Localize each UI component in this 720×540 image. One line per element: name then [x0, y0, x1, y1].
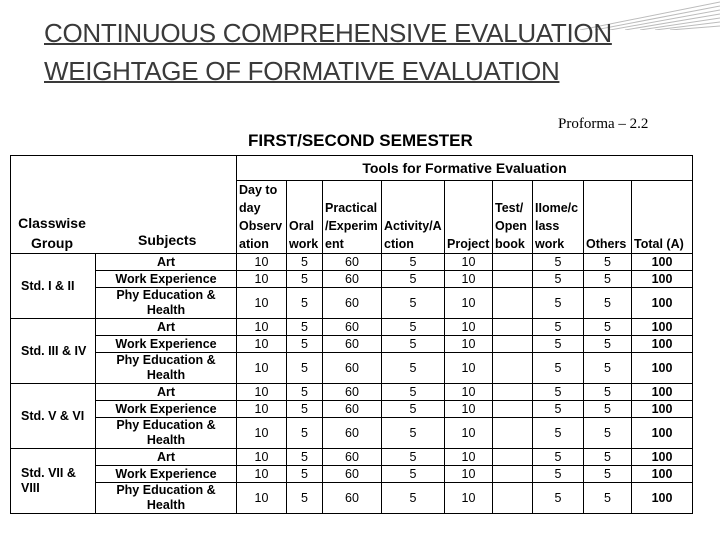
cell-activity: 5	[382, 483, 445, 514]
table-row	[11, 418, 693, 449]
cell-activity: 5	[382, 384, 445, 401]
table-row	[11, 336, 693, 353]
table-row	[11, 483, 693, 514]
col-practical: Practical /Experim ent	[323, 181, 382, 254]
cell-others: 5	[584, 254, 632, 271]
cell-oral: 5	[287, 319, 323, 336]
subjects-header: Subjects	[138, 232, 197, 248]
cell-oral: 5	[287, 401, 323, 418]
cell-oral: 5	[287, 254, 323, 271]
cell-day: 10	[237, 418, 287, 449]
cell-day: 10	[237, 288, 287, 319]
group-label: Std. VII & VIII	[11, 449, 96, 514]
cell-practical: 60	[323, 401, 382, 418]
col-project: Project	[445, 181, 493, 254]
cell-others: 5	[584, 384, 632, 401]
cell-total: 100	[632, 336, 693, 353]
cell-project: 10	[445, 254, 493, 271]
cell-test	[493, 271, 533, 288]
cell-oral: 5	[287, 353, 323, 384]
cell-project: 10	[445, 449, 493, 466]
table-row	[11, 449, 693, 466]
cell-test	[493, 384, 533, 401]
cell-activity: 5	[382, 271, 445, 288]
cell-oral: 5	[287, 466, 323, 483]
classwise-header: Classwise Group	[18, 215, 86, 251]
page-title	[44, 14, 612, 90]
cell-total: 100	[632, 401, 693, 418]
subject-cell: Art	[96, 384, 237, 401]
table-row	[11, 353, 693, 384]
subject-cell: Phy Education & Health	[96, 418, 237, 449]
table-row	[11, 271, 693, 288]
cell-day: 10	[237, 483, 287, 514]
cell-home: 5	[533, 418, 584, 449]
cell-day: 10	[237, 353, 287, 384]
cell-practical: 60	[323, 384, 382, 401]
cell-practical: 60	[323, 254, 382, 271]
cell-test	[493, 418, 533, 449]
cell-home: 5	[533, 449, 584, 466]
cell-test	[493, 319, 533, 336]
subject-cell: Work Experience	[96, 466, 237, 483]
cell-activity: 5	[382, 288, 445, 319]
cell-activity: 5	[382, 336, 445, 353]
cell-others: 5	[584, 401, 632, 418]
cell-others: 5	[584, 288, 632, 319]
cell-project: 10	[445, 401, 493, 418]
cell-total: 100	[632, 418, 693, 449]
cell-home: 5	[533, 483, 584, 514]
col-activity: Activity/A ction	[382, 181, 445, 254]
cell-day: 10	[237, 449, 287, 466]
group-label: Std. I & II	[11, 254, 96, 319]
cell-home: 5	[533, 384, 584, 401]
cell-test	[493, 401, 533, 418]
cell-activity: 5	[382, 418, 445, 449]
cell-project: 10	[445, 384, 493, 401]
cell-oral: 5	[287, 449, 323, 466]
cell-activity: 5	[382, 449, 445, 466]
col-others: Others	[584, 181, 632, 254]
cell-others: 5	[584, 466, 632, 483]
cell-oral: 5	[287, 336, 323, 353]
cell-project: 10	[445, 353, 493, 384]
cell-project: 10	[445, 483, 493, 514]
cell-project: 10	[445, 271, 493, 288]
cell-practical: 60	[323, 271, 382, 288]
subject-cell: Work Experience	[96, 271, 237, 288]
subject-cell: Art	[96, 449, 237, 466]
cell-home: 5	[533, 336, 584, 353]
cell-total: 100	[632, 483, 693, 514]
cell-day: 10	[237, 401, 287, 418]
cell-practical: 60	[323, 353, 382, 384]
cell-others: 5	[584, 449, 632, 466]
cell-day: 10	[237, 319, 287, 336]
cell-test	[493, 254, 533, 271]
cell-day: 10	[237, 254, 287, 271]
cell-total: 100	[632, 466, 693, 483]
cell-activity: 5	[382, 401, 445, 418]
tools-header: Tools for Formative Evaluation	[237, 156, 693, 181]
group-label: Std. III & IV	[11, 319, 96, 384]
table-row	[11, 384, 693, 401]
cell-day: 10	[237, 336, 287, 353]
cell-others: 5	[584, 271, 632, 288]
cell-total: 100	[632, 271, 693, 288]
cell-project: 10	[445, 319, 493, 336]
cell-others: 5	[584, 319, 632, 336]
weightage-table	[10, 155, 693, 514]
subject-cell: Phy Education & Health	[96, 483, 237, 514]
title-line-2: WEIGHTAGE OF FORMATIVE EVALUATION	[44, 56, 560, 86]
cell-home: 5	[533, 288, 584, 319]
cell-project: 10	[445, 466, 493, 483]
cell-home: 5	[533, 319, 584, 336]
cell-test	[493, 449, 533, 466]
cell-test	[493, 288, 533, 319]
cell-practical: 60	[323, 418, 382, 449]
col-oral: Oral work	[287, 181, 323, 254]
cell-home: 5	[533, 271, 584, 288]
subject-cell: Work Experience	[96, 336, 237, 353]
semester-title: FIRST/SECOND SEMESTER	[248, 131, 473, 150]
table-row	[11, 288, 693, 319]
cell-activity: 5	[382, 466, 445, 483]
subject-cell: Phy Education & Health	[96, 353, 237, 384]
subject-cell: Work Experience	[96, 401, 237, 418]
cell-practical: 60	[323, 449, 382, 466]
cell-home: 5	[533, 401, 584, 418]
group-label: Std. V & VI	[11, 384, 96, 449]
cell-total: 100	[632, 254, 693, 271]
cell-oral: 5	[287, 418, 323, 449]
col-day-observation: Day to day Observ ation	[237, 181, 287, 254]
cell-project: 10	[445, 288, 493, 319]
cell-day: 10	[237, 466, 287, 483]
cell-home: 5	[533, 254, 584, 271]
cell-total: 100	[632, 319, 693, 336]
cell-home: 5	[533, 353, 584, 384]
col-total: Total (A)	[632, 181, 693, 254]
subject-cell: Art	[96, 319, 237, 336]
subject-cell: Phy Education & Health	[96, 288, 237, 319]
cell-others: 5	[584, 353, 632, 384]
cell-practical: 60	[323, 319, 382, 336]
proforma-label: Proforma – 2.2	[558, 116, 649, 132]
cell-project: 10	[445, 418, 493, 449]
col-test: Test/ Open book	[493, 181, 533, 254]
title-line-1: CONTINUOUS COMPREHENSIVE EVALUATION	[44, 18, 612, 48]
cell-total: 100	[632, 288, 693, 319]
cell-practical: 60	[323, 336, 382, 353]
cell-others: 5	[584, 418, 632, 449]
cell-oral: 5	[287, 384, 323, 401]
subject-cell: Art	[96, 254, 237, 271]
cell-home: 5	[533, 466, 584, 483]
cell-total: 100	[632, 353, 693, 384]
cell-oral: 5	[287, 271, 323, 288]
cell-activity: 5	[382, 353, 445, 384]
cell-total: 100	[632, 449, 693, 466]
cell-activity: 5	[382, 319, 445, 336]
table-row	[11, 254, 693, 271]
table-row	[11, 401, 693, 418]
cell-activity: 5	[382, 254, 445, 271]
cell-oral: 5	[287, 288, 323, 319]
cell-others: 5	[584, 483, 632, 514]
cell-test	[493, 336, 533, 353]
cell-test	[493, 466, 533, 483]
cell-oral: 5	[287, 483, 323, 514]
cell-practical: 60	[323, 288, 382, 319]
cell-test	[493, 353, 533, 384]
cell-day: 10	[237, 271, 287, 288]
cell-others: 5	[584, 336, 632, 353]
table-row	[11, 466, 693, 483]
cell-total: 100	[632, 384, 693, 401]
cell-project: 10	[445, 336, 493, 353]
col-home: IIome/c lass work	[533, 181, 584, 254]
table-row	[11, 319, 693, 336]
cell-practical: 60	[323, 483, 382, 514]
cell-practical: 60	[323, 466, 382, 483]
cell-test	[493, 483, 533, 514]
cell-day: 10	[237, 384, 287, 401]
